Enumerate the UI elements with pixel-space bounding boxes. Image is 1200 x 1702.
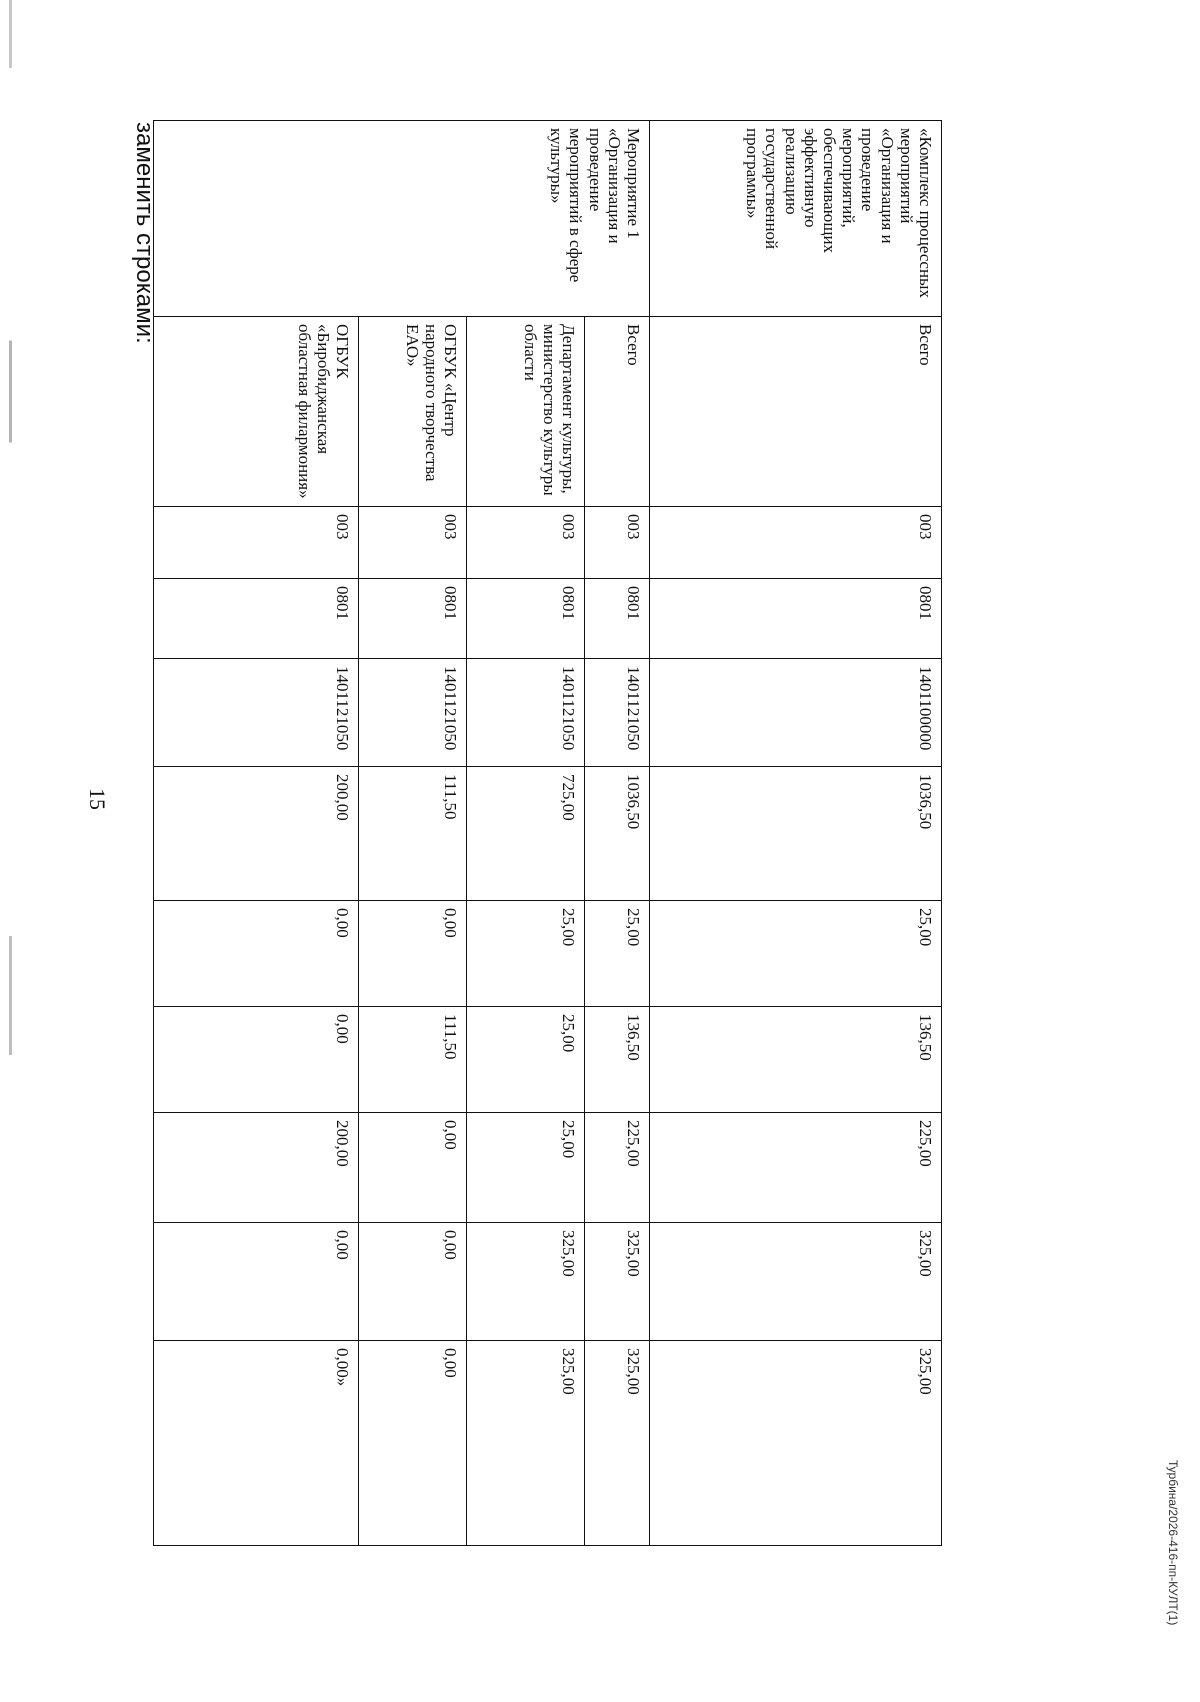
replace-instruction: заменить строками: [131,122,158,344]
cell-year-4: 325,00 [585,1223,650,1341]
cell-csr: 1401100000 [650,659,942,767]
cell-year-5: 0,00 [359,1341,467,1546]
cell-total: 1036,50 [650,767,942,901]
cell-grbs: 003 [585,507,650,579]
cell-year-4: 325,00 [650,1223,942,1341]
cell-total: 111,50 [359,767,467,901]
scan-edge-artifact [9,0,12,1702]
table-row [154,121,359,1546]
cell-executor: Всего [650,317,942,507]
cell-year-2: 136,50 [650,1007,942,1113]
cell-year-5: 325,00 [467,1341,585,1546]
cell-year-5: 325,00 [585,1341,650,1546]
cell-year-1: 25,00 [467,901,585,1007]
cell-total: 1036,50 [585,767,650,901]
cell-year-5: 325,00 [650,1341,942,1546]
cell-grbs: 003 [154,507,359,579]
cell-year-3: 25,00 [467,1113,585,1223]
cell-rzpr: 0801 [650,579,942,659]
cell-csr: 1401121050 [359,659,467,767]
page-number: 15 [85,788,110,810]
budget-table [153,120,942,1546]
cell-year-4: 325,00 [467,1223,585,1341]
cell-year-2: 0,00 [154,1007,359,1113]
cell-name: Мероприятие 1 «Организация и проведение мероприятий в сфере культуры» [154,121,650,317]
cell-grbs: 003 [650,507,942,579]
cell-rzpr: 0801 [359,579,467,659]
cell-year-3: 200,00 [154,1113,359,1223]
cell-year-2: 136,50 [585,1007,650,1113]
cell-year-1: 25,00 [585,901,650,1007]
cell-name: «Комплекс процессных мероприятий «Организация и проведение мероприятий, обеспечивающих эффективную реализацию государственной программы» [650,121,942,317]
cell-year-2: 25,00 [467,1007,585,1113]
cell-rzpr: 0801 [154,579,359,659]
cell-csr: 1401121050 [585,659,650,767]
cell-csr: 1401121050 [154,659,359,767]
table-row [359,121,467,1546]
cell-year-4: 0,00 [154,1223,359,1341]
table-row [650,121,942,1546]
cell-year-3: 0,00 [359,1113,467,1223]
cell-executor: ОГБУК «Биробиджанская областная филармония» [154,317,359,507]
cell-rzpr: 0801 [467,579,585,659]
cell-grbs: 003 [359,507,467,579]
cell-rzpr: 0801 [585,579,650,659]
document-code: Турбина/2026-416-пп-КУЛТ(1) [1166,1460,1180,1626]
cell-year-5: 0,00» [154,1341,359,1546]
table-row [585,121,650,1546]
cell-year-3: 225,00 [650,1113,942,1223]
cell-total: 200,00 [154,767,359,901]
cell-year-1: 0,00 [154,901,359,1007]
cell-year-1: 25,00 [650,901,942,1007]
cell-csr: 1401121050 [467,659,585,767]
cell-year-1: 0,00 [359,901,467,1007]
cell-executor: Всего [585,317,650,507]
cell-total: 725,00 [467,767,585,901]
cell-year-3: 225,00 [585,1113,650,1223]
cell-executor: ОГБУК «Центр народного творчества ЕАО» [359,317,467,507]
cell-year-2: 111,50 [359,1007,467,1113]
cell-year-4: 0,00 [359,1223,467,1341]
table-row [467,121,585,1546]
cell-executor: Департамент культуры, министерство культуры области [467,317,585,507]
cell-grbs: 003 [467,507,585,579]
